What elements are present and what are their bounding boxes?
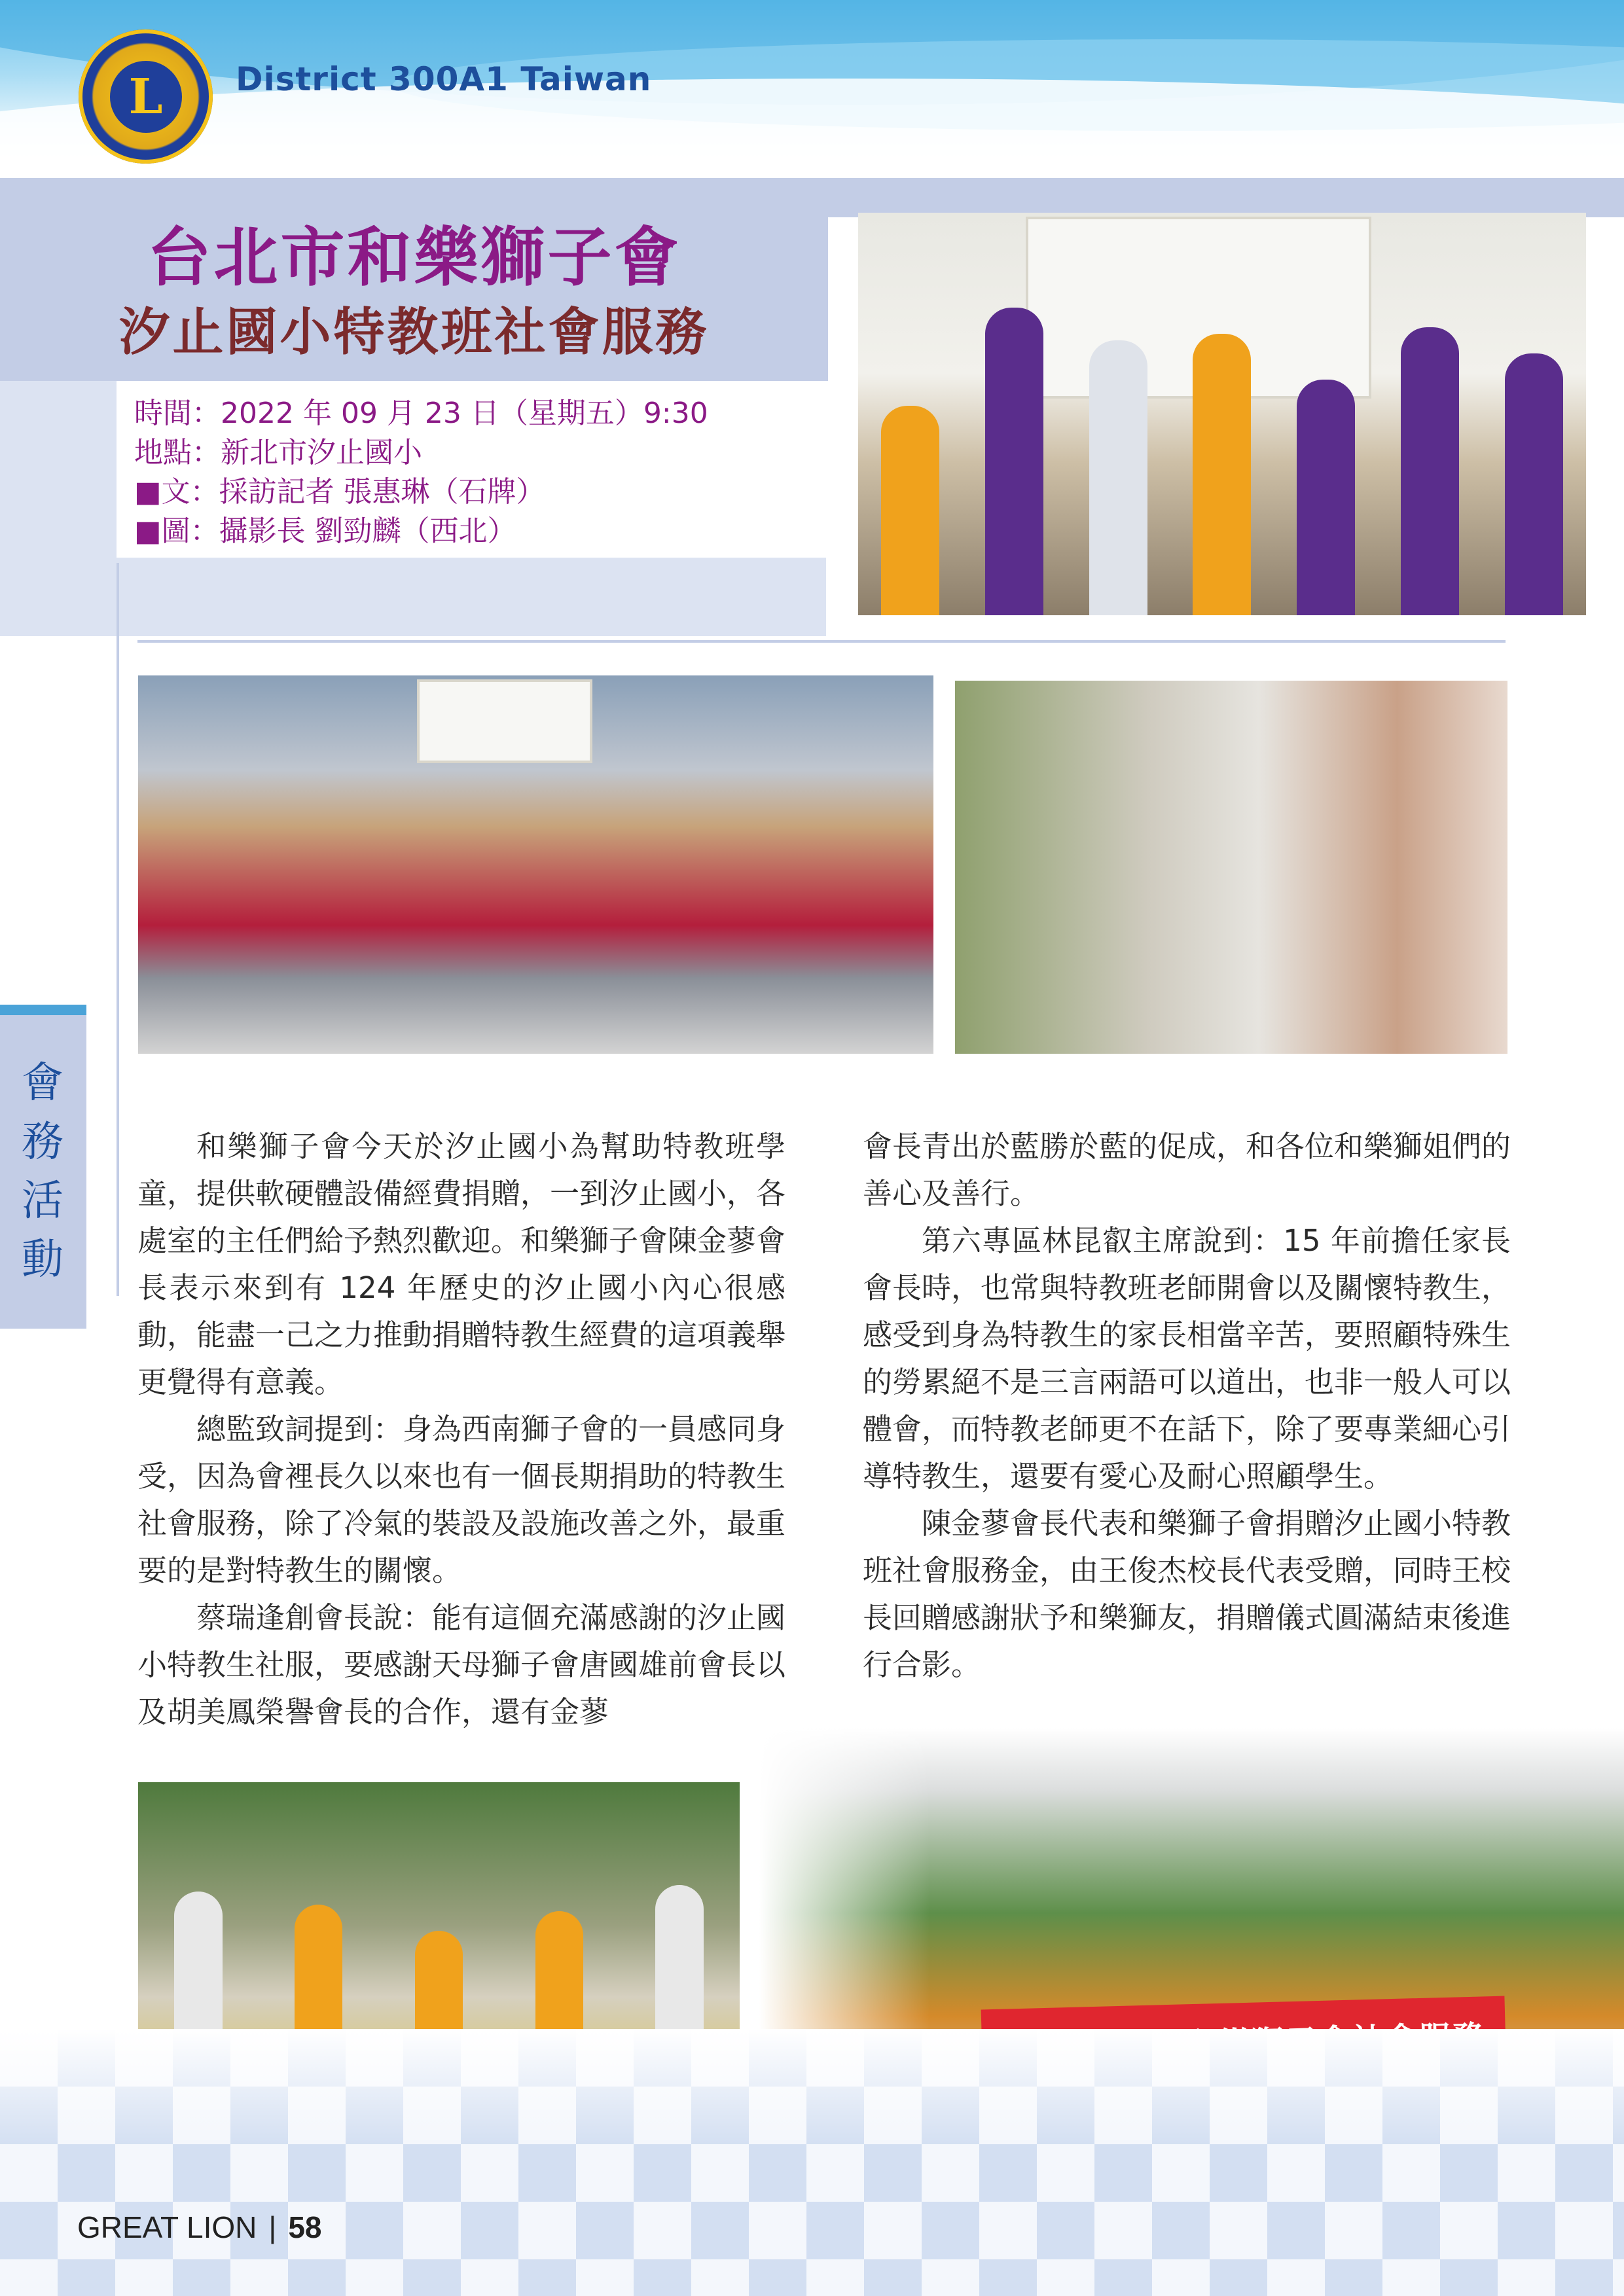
vertical-divider [117,563,119,1296]
article-title: 台北市和樂獅子會 [147,220,681,295]
photo-certificate-presentation [858,213,1586,615]
article-meta [134,394,708,551]
projector-screen [420,682,590,761]
meta-time: 時間：2022 年 09 月 23 日（星期五）9:30 [134,397,708,430]
paragraph: 陳金蓼會長代表和樂獅子會捐贈汐止國小特教班社會服務金，由王俊杰校長代表受贈，同時王校長回贈感謝狀予和樂獅友，捐贈儀式圓滿結束後進行合影。 [863,1506,1511,1682]
text-column-right [863,1123,1511,1689]
page-number: 58 [288,2210,322,2244]
district-label: District 300A1 Taiwan [236,60,652,98]
page-footer [77,2210,322,2245]
meta-photo-credit: ■圖：攝影長 劉勁麟（西北） [134,514,516,548]
magazine-name: GREAT LION [77,2210,257,2244]
meta-place: 地點：新北市汐止國小 [134,436,422,469]
text-column-left [137,1123,785,1736]
footer-separator: | [268,2210,277,2244]
paragraph: 蔡瑞逢創會長說：能有這個充滿感謝的汐止國小特教生社服，要感謝天母獅子會唐國雄前會長以及胡美鳳榮譽會長的合作，還有金蓼 [137,1600,786,1729]
section-tab-label: 會 務 活 動 [22,1059,63,1284]
horizontal-divider [137,640,1506,643]
paragraph: 總監致詞提到：身為西南獅子會的一員感同身受，因為會裡長久以來也有一個長期捐助的特教生社會服務，除了冷氣的裝設及設施改善之外，最重要的是對特教生的關懷。 [137,1412,786,1588]
photo-people [858,308,1586,615]
title-band-extension [828,178,1624,217]
page-header [0,0,1624,164]
paragraph: 會長青出於藍勝於藍的促成，和各位和樂獅姐們的善心及善行。 [863,1129,1511,1211]
paragraph: 和樂獅子會今天於汐止國小為幫助特教班學童，提供軟硬體設備經費捐贈，一到汐止國小，各處室的主任們給予熱烈歡迎。和樂獅子會陳金蓼會長表示來到有 124 年歷史的汐止國小內心很感動，能盡一己之力推動捐贈特教生經費的這項義舉更覺得有意義。 [137,1129,786,1399]
meta-text-credit: ■文：採訪記者 張惠琳（石牌） [134,475,545,509]
logo-letter: L [110,61,182,133]
lions-logo-icon [79,29,213,164]
photo-group-in-classroom [138,675,933,1054]
section-tab-strip [0,1005,86,1015]
paragraph: 第六專區林昆叡主席說到：15 年前擔任家長會長時，也常與特教班老師開會以及關懷特教生，感受到身為特教生的家長相當辛苦，要照顧特殊生的勞累絕不是三言兩語可以道出，也非一般人可以體會，而特教老師更不在話下，除了要專業細心引導特教生，還要有愛心及耐心照顧學生。 [863,1223,1511,1494]
article-subtitle: 汐止國小特教班社會服務 [118,302,710,362]
photo-hallway-with-students [955,681,1507,1054]
